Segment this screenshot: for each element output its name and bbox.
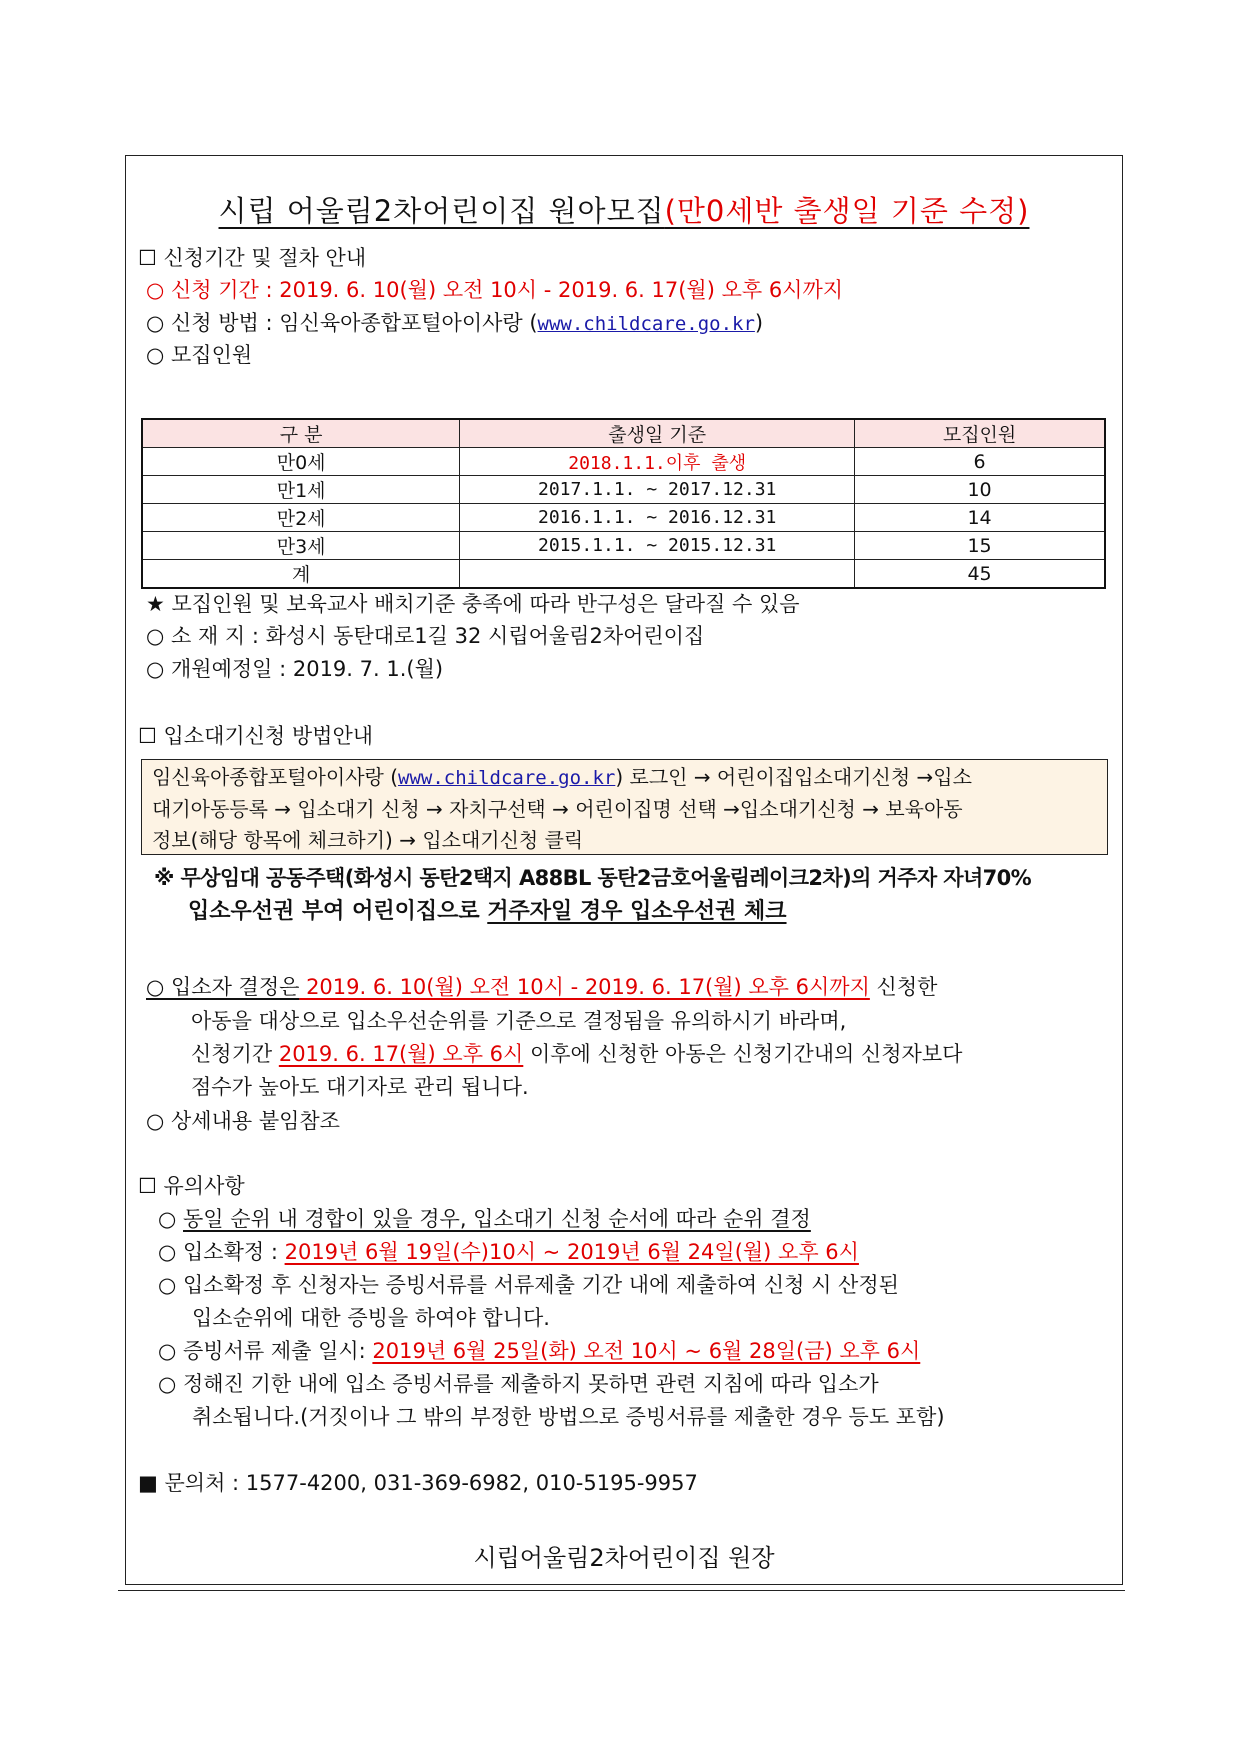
recruit-label: ○ 모집인원 bbox=[146, 343, 253, 367]
table-cell: 만2세 bbox=[142, 504, 460, 532]
decision-line-2: 아동을 대상으로 입소우선순위를 기준으로 결정됨을 유의하시기 바라며, bbox=[191, 1009, 847, 1033]
section-heading-caution: ☐ 유의사항 bbox=[138, 1174, 245, 1198]
table-row bbox=[142, 532, 1105, 560]
table-cell: 만0세 bbox=[142, 448, 460, 476]
procedure-line-1 bbox=[152, 762, 1097, 794]
contact-info: ■ 문의처 : 1577-4200, 031-369-6982, 010-5195-9957 bbox=[138, 1471, 698, 1495]
bottom-rule bbox=[118, 1590, 1125, 1591]
childcare-link[interactable]: www.childcare.go.kr bbox=[398, 767, 616, 789]
caution-item-5-cont: 취소됩니다.(거짓이나 그 밖의 부정한 방법으로 증빙서류를 제출한 경우 등도 포함) bbox=[192, 1405, 945, 1429]
table-cell bbox=[460, 560, 855, 589]
caution-item-4 bbox=[158, 1337, 920, 1365]
caution-item-3-cont: 입소순위에 대한 증빙을 하여야 합니다. bbox=[192, 1306, 550, 1330]
col-header-birthdate: 출생일 기준 bbox=[460, 419, 855, 448]
title-red-suffix: (만0세반 출생일 기준 수정) bbox=[664, 194, 1030, 228]
section-heading-waitlist: ☐ 입소대기신청 방법안내 bbox=[138, 724, 374, 748]
caution-text: 입소확정 : bbox=[183, 1240, 285, 1264]
caution-item-2 bbox=[158, 1238, 859, 1266]
decision-text: 신청한 bbox=[869, 975, 938, 999]
priority-notice-text: 입소우선권 부여 어린이집으로 bbox=[188, 899, 488, 924]
decision-line-1 bbox=[146, 973, 937, 1001]
caution-date: 2019년 6월 25일(화) 오전 10시 ~ 6월 28일(금) 오후 6시 bbox=[372, 1339, 921, 1363]
application-method bbox=[146, 309, 763, 338]
decision-text: 이후에 신청한 아동은 신청기간내의 신청자보다 bbox=[523, 1042, 963, 1066]
decision-line-3 bbox=[191, 1040, 962, 1068]
caution-text: 정해진 기한 내에 입소 증빙서류를 제출하지 못하면 관련 지침에 따라 입소가 bbox=[183, 1372, 879, 1396]
priority-notice-emphasis: 거주자일 경우 입소우선권 체크 bbox=[487, 899, 787, 924]
table-cell: 2017.1.1. ~ 2017.12.31 bbox=[460, 476, 855, 504]
table-total-row bbox=[142, 560, 1105, 589]
table-cell: 10 bbox=[855, 476, 1105, 504]
director-signature: 시립어울림2차어린이집 원장 bbox=[473, 1544, 775, 1572]
bullet: ○ bbox=[158, 1372, 177, 1396]
table-row bbox=[142, 476, 1105, 504]
col-header-count: 모집인원 bbox=[855, 419, 1105, 448]
decision-period: 2019. 6. 10(월) 오전 10시 - 2019. 6. 17(월) 오후 6시까지 bbox=[299, 975, 870, 999]
opening-date: ○ 개원예정일 : 2019. 7. 1.(월) bbox=[146, 657, 444, 681]
waitlist-procedure-box bbox=[141, 759, 1108, 855]
caution-date: 2019년 6월 19일(수)10시 ~ 2019년 6월 24일(월) 오후 6시 bbox=[284, 1240, 859, 1264]
bullet: ○ bbox=[158, 1207, 177, 1231]
caution-item-5 bbox=[158, 1370, 879, 1398]
col-header-class: 구 분 bbox=[142, 419, 460, 448]
table-cell: 14 bbox=[855, 504, 1105, 532]
detail-reference: ○ 상세내용 붙임참조 bbox=[146, 1109, 340, 1133]
table-cell: 만1세 bbox=[142, 476, 460, 504]
bullet: ○ bbox=[158, 1339, 177, 1363]
priority-notice-line-1: ※ 무상임대 공동주택(화성시 동탄2택지 A88BL 동탄2금호어울림레이크2차)의 거주자 자녀70% bbox=[154, 866, 1032, 890]
table-row bbox=[142, 504, 1105, 532]
caution-text: 증빙서류 제출 일시: bbox=[183, 1339, 373, 1363]
table-cell: 15 bbox=[855, 532, 1105, 560]
decision-label: ○ 입소자 결정은 bbox=[146, 975, 300, 999]
table-header-row bbox=[142, 419, 1105, 448]
document-frame bbox=[125, 155, 1123, 1585]
table-cell: 계 bbox=[142, 560, 460, 589]
procedure-line-3: 정보(해당 항목에 체크하기) → 입소대기신청 클릭 bbox=[152, 828, 584, 852]
caution-text: 동일 순위 내 경합이 있을 경우, 입소대기 신청 순서에 따라 순위 결정 bbox=[183, 1207, 811, 1231]
location: ○ 소 재 지 : 화성시 동탄대로1길 32 시립어울림2차어린이집 bbox=[146, 624, 705, 648]
bullet: ○ bbox=[158, 1273, 177, 1297]
table-cell: 2016.1.1. ~ 2016.12.31 bbox=[460, 504, 855, 532]
page-title bbox=[126, 189, 1122, 230]
section-heading-application: ☐ 신청기간 및 절차 안내 bbox=[138, 246, 367, 270]
priority-notice-line-2 bbox=[188, 898, 787, 926]
bullet: ○ bbox=[158, 1240, 177, 1264]
table-cell: 2015.1.1. ~ 2015.12.31 bbox=[460, 532, 855, 560]
table-cell: 45 bbox=[855, 560, 1105, 589]
caution-item-3 bbox=[158, 1271, 899, 1299]
star-note: ★ 모집인원 및 보육교사 배치기준 충족에 따라 반구성은 달라질 수 있음 bbox=[146, 592, 800, 616]
procedure-line-2: 대기아동등록 → 입소대기 신청 → 자치구선택 → 어린이집명 선택 →입소대기신청 → 보육아동 bbox=[152, 797, 963, 821]
table-row bbox=[142, 448, 1105, 476]
title-main: 시립 어울림2차어린이집 원아모집 bbox=[218, 194, 665, 228]
table-cell: 2018.1.1.이후 출생 bbox=[460, 448, 855, 476]
caution-item-1 bbox=[158, 1205, 811, 1233]
caution-text: 입소확정 후 신청자는 증빙서류를 서류제출 기간 내에 제출하여 신청 시 산정된 bbox=[183, 1273, 899, 1297]
application-period: ○ 신청 기간 : 2019. 6. 10(월) 오전 10시 - 2019. 6. 17(월) 오후 6시까지 bbox=[146, 278, 844, 302]
decision-line-4: 점수가 높아도 대기자로 관리 됩니다. bbox=[191, 1075, 529, 1099]
decision-text: 신청기간 bbox=[191, 1042, 279, 1066]
childcare-link[interactable]: www.childcare.go.kr bbox=[537, 313, 755, 335]
table-cell: 만3세 bbox=[142, 532, 460, 560]
decision-deadline: 2019. 6. 17(월) 오후 6시 bbox=[278, 1042, 524, 1066]
recruit-table bbox=[141, 418, 1106, 589]
application-method-close: ) bbox=[754, 311, 764, 335]
procedure-text: 임신육아종합포털아이사랑 ( bbox=[152, 765, 398, 789]
procedure-text: ) 로그인 → 어린이집입소대기신청 →입소 bbox=[615, 765, 972, 789]
application-method-label: ○ 신청 방법 : 임신육아종합포털아이사랑 ( bbox=[146, 311, 538, 335]
table-cell: 6 bbox=[855, 448, 1105, 476]
